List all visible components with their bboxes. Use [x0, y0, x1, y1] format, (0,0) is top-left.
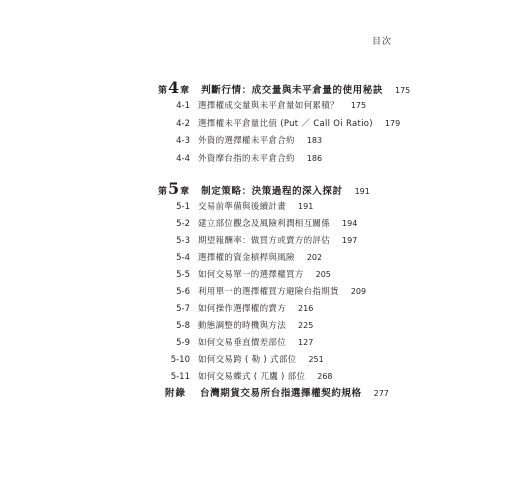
- chapter-number: 4: [168, 78, 180, 97]
- toc-entry-5-11[interactable]: [160, 370, 333, 384]
- section-title: 選擇權未平倉量比值 (Put ／ Call Oi Ratio): [198, 119, 373, 129]
- toc-entry-5-7[interactable]: [160, 302, 313, 316]
- page-number: 202: [306, 253, 323, 262]
- section-title: 如何操作選擇權的賣方: [198, 304, 287, 314]
- toc-entry-5-3[interactable]: [160, 234, 357, 248]
- page-number: 183: [306, 136, 323, 145]
- toc-entry-4-2[interactable]: [160, 117, 400, 131]
- toc-entry-5-2[interactable]: [160, 217, 357, 231]
- appendix-label: 附錄: [165, 388, 187, 399]
- section-number: 5-8: [176, 321, 190, 331]
- toc-entry-5-4[interactable]: [160, 251, 322, 265]
- chapter-label-suffix: 章: [180, 187, 190, 197]
- toc-entry-5-10[interactable]: [160, 353, 324, 367]
- page-number: 277: [373, 389, 389, 398]
- chapter-title: 制定策略：決策過程的深入探討: [201, 186, 343, 197]
- section-number: 5-6: [176, 287, 190, 297]
- toc-entry-5-5[interactable]: [160, 268, 331, 282]
- toc-entry-5-9[interactable]: [160, 336, 313, 350]
- page-number: 179: [384, 119, 401, 128]
- section-title: 如何交易單一的選擇權買方: [198, 270, 304, 280]
- page-number: 175: [350, 101, 367, 110]
- section-title: 如何交易跨 ( 勒 ) 式部位: [198, 355, 297, 365]
- section-title: 交易前準備與後續計畫: [198, 202, 287, 212]
- section-number: 5-5: [176, 270, 190, 280]
- page-number: 268: [317, 372, 333, 381]
- page-number: 205: [315, 270, 331, 279]
- page-number: 186: [306, 154, 323, 163]
- section-number: 5-4: [176, 253, 190, 263]
- toc-entry-5-8[interactable]: [160, 319, 313, 333]
- section-title: 動態調整的時機與方法: [198, 321, 287, 331]
- chapter-label-suffix: 章: [180, 86, 190, 96]
- toc-entry-5-1[interactable]: [160, 200, 313, 214]
- chapter-label-prefix: 第: [158, 86, 168, 96]
- section-title: 選擇權成交量與未平倉量如何累積？: [198, 101, 339, 111]
- section-number: 5-7: [176, 304, 190, 314]
- section-number: 5-11: [170, 372, 190, 382]
- section-title: 期望報酬率：做買方或賣方的評估: [198, 236, 331, 246]
- section-title: 如何交易蝶式 ( 兀鷹 ) 部位: [198, 372, 306, 382]
- chapter-title: 判斷行情：成交量與未平倉量的使用秘訣: [201, 85, 383, 96]
- section-title: 如何交易垂直價差部位: [198, 338, 287, 348]
- section-number: 5-1: [176, 202, 190, 212]
- section-number: 5-3: [176, 236, 190, 246]
- page-number: 216: [298, 304, 314, 313]
- chapter-label-prefix: 第: [158, 187, 168, 197]
- page-number: 209: [350, 287, 367, 296]
- toc-entry-5-6[interactable]: [160, 285, 366, 299]
- section-number: 5-2: [176, 219, 190, 229]
- appendix-title: 台灣期貨交易所台指選擇權契約規格: [200, 388, 362, 399]
- page-number: 225: [298, 321, 314, 330]
- section-title: 利用單一的選擇權買方避險台指期貨: [198, 287, 339, 297]
- page-number: 194: [342, 219, 358, 228]
- section-number: 5-10: [170, 355, 190, 365]
- section-number: 4-1: [176, 101, 190, 111]
- page-number: 251: [308, 355, 324, 364]
- chapter-5-heading[interactable]: [158, 179, 370, 198]
- section-title: 建立部位觀念及風險利潤相互關係: [198, 219, 331, 229]
- appendix-entry[interactable]: [165, 385, 389, 401]
- page-number: 197: [342, 236, 358, 245]
- section-title: 外資摩台指的未平倉合約: [198, 154, 295, 164]
- page-number: 191: [298, 202, 314, 211]
- section-title: 選擇權的資金槓桿與風險: [198, 253, 295, 263]
- chapter-number: 5: [168, 179, 180, 198]
- section-number: 4-4: [176, 154, 190, 164]
- toc-entry-4-3[interactable]: [160, 134, 322, 148]
- page-number: 127: [298, 338, 314, 347]
- section-number: 5-9: [176, 338, 190, 348]
- section-number: 4-2: [176, 119, 190, 129]
- toc-entry-4-4[interactable]: [160, 152, 322, 166]
- chapter-4-heading[interactable]: [158, 78, 411, 97]
- toc-entry-4-1[interactable]: [160, 99, 366, 113]
- page-number: 175: [394, 86, 411, 95]
- running-head: 目次: [372, 37, 393, 47]
- page-number: 191: [354, 187, 370, 196]
- section-number: 4-3: [176, 136, 190, 146]
- section-title: 外資的選擇權未平倉合約: [198, 136, 295, 146]
